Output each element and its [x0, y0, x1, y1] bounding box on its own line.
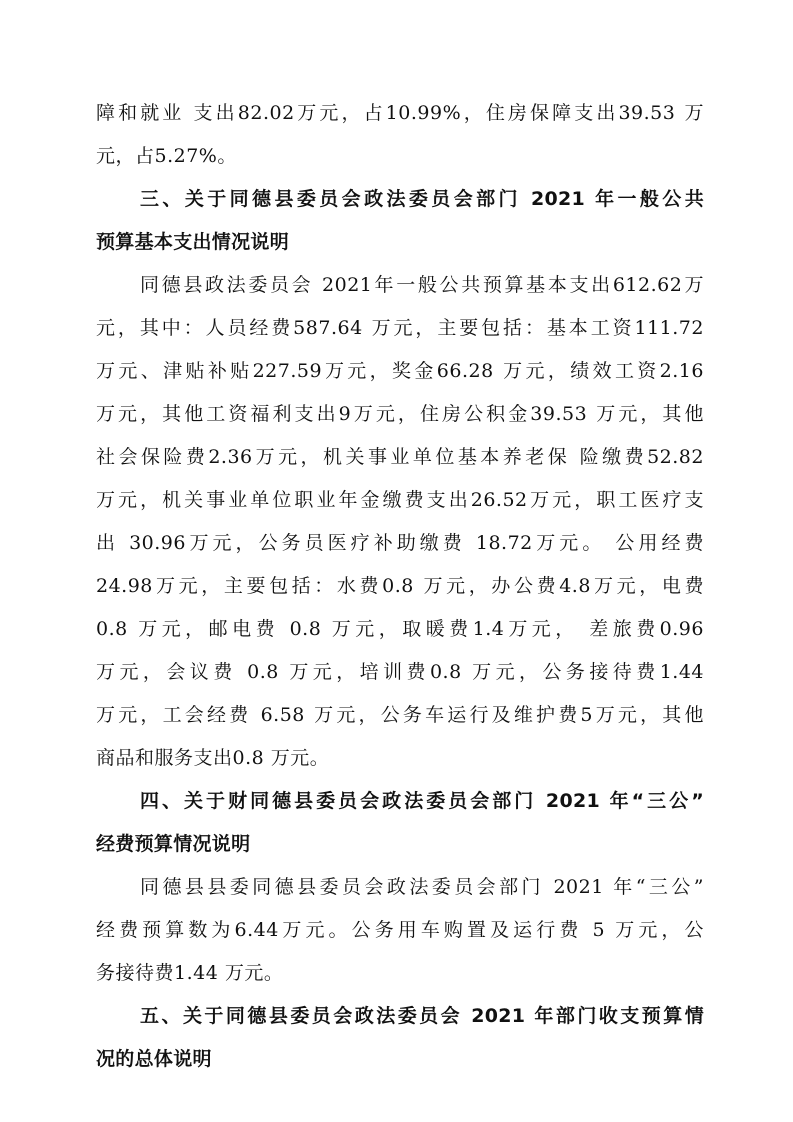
heading-line: 预算基本支出情况说明: [96, 231, 290, 253]
text-line: 商品和服务支出0.8 万元。: [96, 747, 330, 769]
heading-line: 三、关于同德县委员会政法委员会部门 2021 年一般公共: [140, 188, 704, 210]
text-line: 万元，机关事业单位职业年金缴费支出26.52万元，职工医疗支: [96, 489, 704, 511]
heading-section-4: [96, 780, 704, 866]
text-line: 万元，会议费 0.8 万元，培训费0.8 万元，公务接待费1.44: [96, 661, 704, 683]
heading-line: 况的总体说明: [96, 1048, 212, 1070]
text-line: 万元，工会经费 6.58 万元，公务车运行及维护费5万元，其他: [96, 704, 704, 726]
paragraph-three-public-expenses: [96, 866, 704, 995]
text-line: 同德县县委同德县委员会政法委员会部门 2021 年“三公”: [140, 876, 704, 898]
paragraph-employment-housing: [96, 92, 704, 178]
text-line: 社会保险费2.36万元，机关事业单位基本养老保 险缴费52.82: [96, 446, 704, 468]
text-line: 出 30.96万元，公务员医疗补助缴费 18.72万元。 公用经费: [96, 532, 704, 554]
text-line: 障和就业 支出82.02万元，占10.99%，住房保障支出39.53 万: [96, 102, 704, 124]
text-line: 元，占5.27%。: [96, 145, 237, 167]
heading-line: 经费预算情况说明: [96, 833, 251, 855]
text-line: 24.98万元，主要包括：水费0.8 万元，办公费4.8万元，电费: [96, 575, 704, 597]
document-page: [96, 92, 704, 1081]
text-line: 同德县政法委员会 2021年一般公共预算基本支出612.62万: [140, 274, 704, 296]
text-line: 经费预算数为6.44万元。公务用车购置及运行费 5 万元，公: [96, 919, 704, 941]
text-line: 务接待费1.44 万元。: [96, 962, 284, 984]
heading-line: 五、关于同德县委员会政法委员会 2021 年部门收支预算情: [140, 1005, 704, 1027]
text-line: 万元、津贴补贴227.59万元，奖金66.28 万元，绩效工资2.16: [96, 360, 704, 382]
heading-line: 四、关于财同德县委员会政法委员会部门 2021 年“三公”: [140, 790, 704, 812]
heading-section-3: [96, 178, 704, 264]
text-line: 万元，其他工资福利支出9万元，住房公积金39.53 万元，其他: [96, 403, 704, 425]
text-line: 0.8 万元，邮电费 0.8 万元，取暖费1.4万元， 差旅费0.96: [96, 618, 704, 640]
heading-section-5: [96, 995, 704, 1081]
text-line: 元，其中：人员经费587.64 万元，主要包括：基本工资111.72: [96, 317, 704, 339]
paragraph-basic-expenditure: [96, 264, 704, 780]
